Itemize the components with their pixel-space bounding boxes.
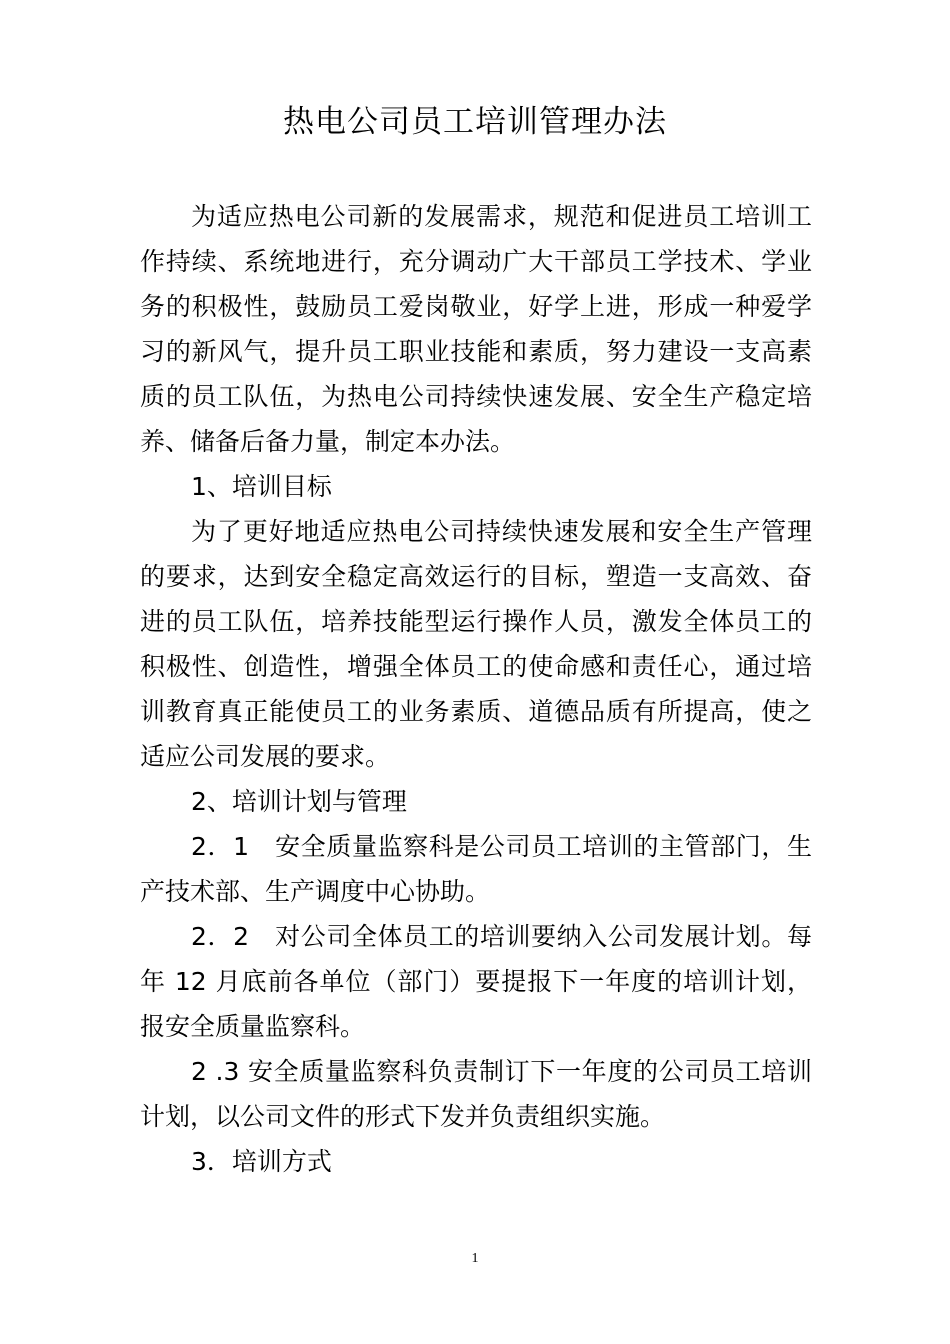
document-body (140, 194, 812, 1184)
page-number: 1 (471, 1251, 479, 1266)
section-heading-training-methods: 3．培训方式 (191, 1147, 332, 1176)
clause-2-3: 2 .3 安全质量监察科负责制订下一年度的公司员工培训计划，以公司文件的形式下发并负责组织实施。 (140, 1057, 812, 1131)
section-heading-training-plan: 2、培训计划与管理 (191, 787, 407, 816)
document-title: 热电公司员工培训管理办法 (283, 104, 667, 140)
training-goals-paragraph: 为了更好地适应热电公司持续快速发展和安全生产管理的要求，达到安全稳定高效运行的目标，塑造一支高效、奋进的员工队伍，培养技能型运行操作人员，激发全体员工的积极性、创造性，增强全体员工的使命感和责任心，通过培训教育真正能使员工的业务素质、道德品质有所提高，使之适应公司发展的要求。 (140, 517, 812, 771)
intro-paragraph: 为适应热电公司新的发展需求，规范和促进员工培训工作持续、系统地进行，充分调动广大干部员工学技术、学业务的积极性，鼓励员工爱岗敬业，好学上进，形成一种爱学习的新风气，提升员工职业技能和素质，努力建设一支高素质的员工队伍，为热电公司持续快速发展、安全生产稳定培养、储备后备力量，制定本办法。 (140, 202, 812, 456)
clause-2-1: 2．1 安全质量监察科是公司员工培训的主管部门，生产技术部、生产调度中心协助。 (140, 832, 812, 906)
clause-2-2: 2．2 对公司全体员工的培训要纳入公司发展计划。每年 12 月底前各单位（部门）要提报下一年度的培训计划，报安全质量监察科。 (140, 922, 812, 1041)
section-heading-training-goals: 1、培训目标 (191, 472, 332, 501)
